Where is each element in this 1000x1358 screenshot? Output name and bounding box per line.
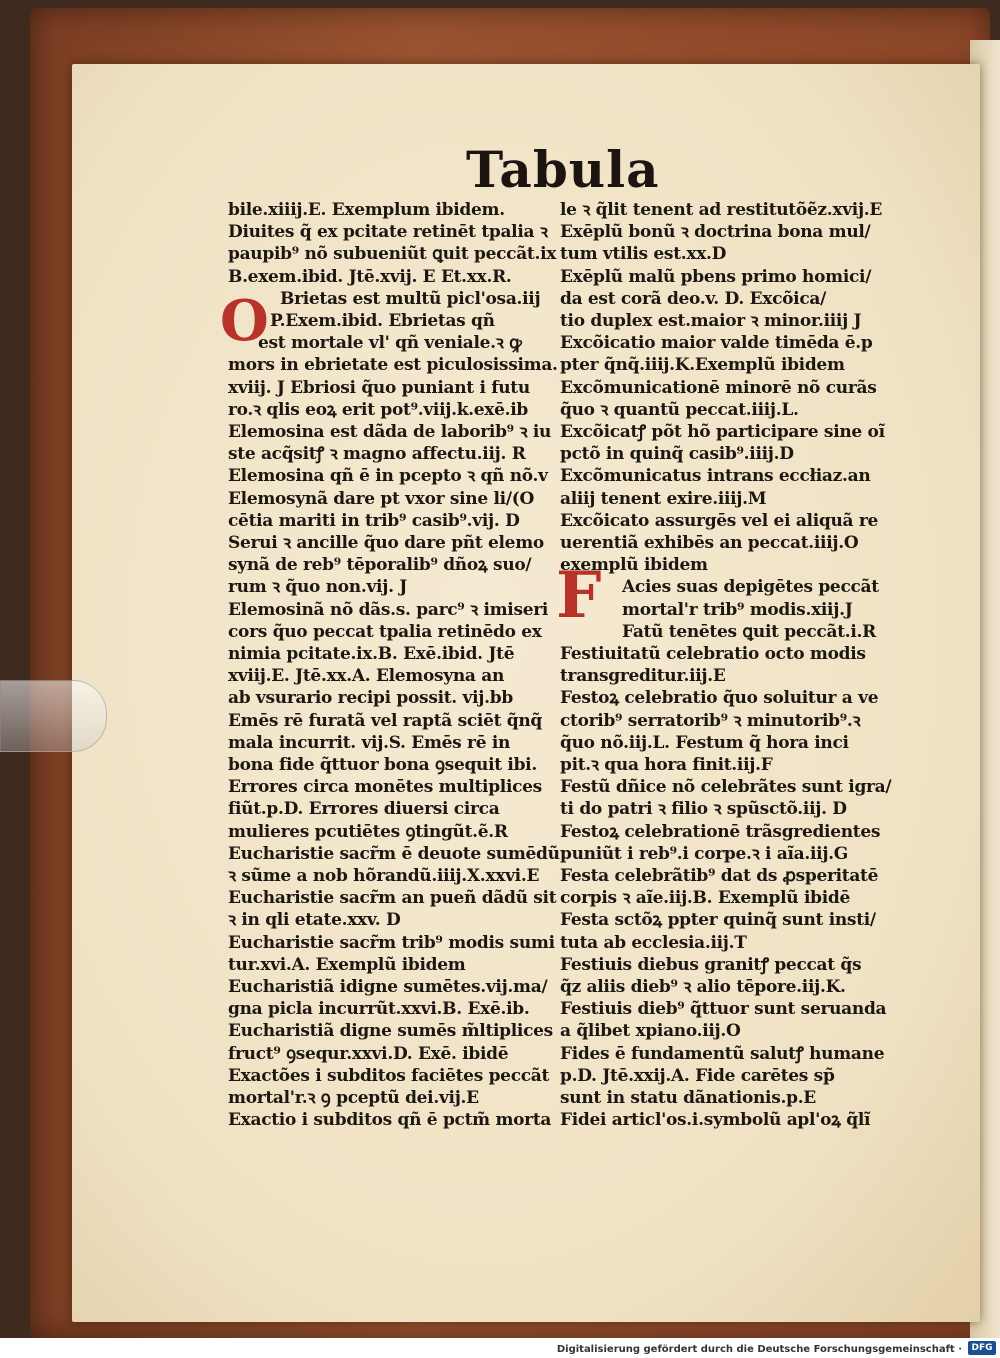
red-initial-right: F [556,558,602,633]
left-column-line: nimia pcitate.ix.B. Exē.ibid. Jtē [228,644,515,664]
right-column-line: q̃z aliis dieb⁹ ꝛ alio tēpore.iij.K. [560,977,846,997]
left-column-line: ro.ꝛ qlis eoꝝ erit pot⁹.viij.k.exē.ib [228,399,529,420]
left-column-line: Exactões i subditos faciētes peccãt [228,1065,550,1086]
right-column-line: sunt in statu dãnationis.p.E [560,1088,816,1108]
right-column-line: mortal'r trib⁹ modis.xiij.J [622,599,853,620]
left-column-line: Elemosina est dãda de laborib⁹ ꝛ iu [228,422,552,442]
left-column-line: mulieres pcutiētes ꝯtingũt.ẽ.R [228,821,508,842]
left-column-line: xviij. J Ebriosi q̃uo puniant i futu [228,377,530,398]
right-column-line: Festoꝝ celebrationē trãsgredientes [560,821,881,842]
left-column-line: Eucharistie sacr̃m ē deuote sumēdũ [228,843,560,864]
right-column-line: pter q̃nq̃.iiij.K.Exemplũ ibidem [560,355,845,376]
left-column-line: mors in ebrietate est piculosissima. [228,355,558,376]
right-column-line: Excõicatꝭ põt hõ participare sine oĩ [560,422,885,442]
right-column-line: Fatũ tenētes ꝗuit peccãt.i.R [622,621,876,642]
right-column-line: Festiuitatũ celebratio octo modis [560,644,866,664]
left-column-line: ste acq̃sitꝭ ꝛ magno affectu.iij. R [228,444,526,465]
left-column-line: Exactio i subditos qñ ē pctm̃ morta [228,1110,552,1131]
right-column-line: Festiuis diebus granitꝭ peccat q̃s [560,954,862,975]
left-column-line: Elemosynã dare pt vxor sine li/(O [228,488,534,509]
right-column-line: pit.ꝛ qua hora finit.iij.F [560,755,773,775]
left-column-line: tur.xvi.A. Exemplũ ibidem [228,954,466,975]
right-column-line: Fides ē fundamentũ salutꝭ humane [560,1043,885,1064]
left-column-line: Brietas est multũ picl'osa.iij [280,288,541,309]
left-column-line: mala incurrit. vij.S. Emēs rē in [228,732,511,753]
right-column-line: Excõmunicationē minorē nõ curãs [560,377,877,398]
left-column-line: ꝛ in qli etate.xxv. D [228,910,401,931]
right-column-line: tio duplex est.maior ꝛ minor.iiij J [560,311,862,331]
right-column-line: ti do patri ꝛ filio ꝛ spũsctõ.iij. D [560,799,847,820]
right-column-line: Festa celebrãtib⁹ dat ds ꝓsperitatē [560,866,879,886]
left-column-line: ab vsurario recipi possit. vij.bb [228,688,513,709]
left-column-line: Emēs rē furatã vel raptã sciēt q̃nq̃ [228,710,542,731]
right-column-line: q̃uo nõ.iij.L. Festum q̃ hora inci [560,732,849,753]
left-column-line: bile.xiiij.E. Exemplum ibidem. [228,200,505,220]
right-column-line: Festiuis dieb⁹ q̃ttuor sunt seruanda [560,999,887,1020]
left-column-line: synã de reb⁹ tēporalib⁹ dñoꝝ suo/ [228,555,532,576]
left-column-line: paupib⁹ nõ subueniũt ꝗuit peccãt.ix [228,244,557,265]
red-initial-left: O [220,288,269,354]
left-column-line: gna picla incurrũt.xxvi.B. Exē.ib. [228,999,530,1020]
left-column-line: Eucharistiã idigne sumētes.vij.ma/ [228,977,548,997]
right-column-line: aliij tenent exire.iiij.M [560,488,767,509]
left-column-line: Diuites q̃ ex pcitate retinēt tpalia ꝛ [228,222,548,243]
right-column-line: Excõmunicatus intrans eccłiaz.an [560,466,871,487]
left-column-line: cētia mariti in trib⁹ casib⁹.vij. D [228,510,520,531]
dfg-logo: DFG [968,1341,996,1355]
page-title: Tabula [466,140,660,199]
right-column-line: a q̃libet xpiano.iij.O [560,1021,741,1042]
right-column-line: Excõicato assurgēs vel ei aliquã re [560,510,879,531]
left-column-line: ꝛ sũme a nob hõrandũ.iiij.X.xxvi.E [228,866,540,886]
right-column-line: puniũt i reb⁹.i corpe.ꝛ i aĩa.iij.G [560,843,849,864]
right-column-line: uerentiã exhibēs an peccat.iiij.O [560,533,859,553]
left-column-line: fiũt.p.D. Errores diuersi circa [228,799,500,820]
left-column-line: cors q̃uo peccat tpalia retinēdo ex [228,621,542,642]
right-column-line: exemplũ ibidem [560,555,708,576]
page-clip [0,680,107,752]
right-column-line: tum vtilis est.xx.D [560,244,727,265]
left-column-line: fruct⁹ ꝯsequr.xxvi.D. Exē. ibidē [228,1043,509,1064]
right-column-line: Exēplũ malũ pbens primo homici/ [560,266,872,287]
digitization-credit: Digitalisierung gefördert durch die Deutsche Forschungsgemeinschaft · [556,1344,962,1355]
right-column-line: Fidei articl'os.i.symbolũ apl'oꝝ q̃lĩ [560,1110,871,1131]
left-column-line: rum ꝛ q̃uo non.vij. J [228,577,408,598]
left-column-line: Serui ꝛ ancille q̃uo dare pñt elemo [228,533,544,553]
right-column-line: da est corã deo.v. D. Excõica/ [560,288,827,309]
left-column-line: Errores circa monētes multiplices [228,777,542,798]
right-column-line: transgreditur.iij.E [560,666,726,687]
left-column-line: B.exem.ibid. Jtē.xvij. E Et.xx.R. [228,266,512,287]
right-column-line: corpis ꝛ aĩe.iij.B. Exemplũ ibidē [560,888,850,909]
right-column-line: pctõ in quinq̃ casib⁹.iiij.D [560,444,794,465]
left-column-line: bona fide q̃ttuor bona ꝯsequit ibi. [228,755,537,775]
right-column-line: tuta ab ecclesia.iij.T [560,932,747,953]
left-column-line: Elemosina qñ ē in pcepto ꝛ qñ nõ.v [228,466,548,487]
left-column-line: mortal'r.ꝛ ꝯ pceptũ dei.vij.E [228,1088,479,1108]
right-column-line: Festa sctõꝝ ppter quinq̃ sunt insti/ [560,910,876,931]
right-column-line: Festũ dñice nõ celebrãtes sunt igra/ [560,777,892,798]
left-column-line: xviij.E. Jtē.xx.A. Elemosyna an [228,666,505,687]
left-column-line: Eucharistie sacr̃m an pueñ dãdũ sit [228,888,557,909]
left-column-line: Eucharistiã digne sumēs m̃ltiplices [228,1021,553,1042]
right-column-line: Festoꝝ celebratio q̃uo soluitur a ve [560,688,879,709]
right-column-line: q̃uo ꝛ quantũ peccat.iiij.L. [560,399,799,420]
left-column-line: Elemosinã nõ dãs.s. parc⁹ ꝛ imiseri [228,599,549,620]
right-column-line: Excõicatio maior valde timēda ē.p [560,333,873,354]
right-column-line: ctorib⁹ serratorib⁹ ꝛ minutorib⁹.ꝛ [560,710,861,731]
right-column-line: Acies suas depigētes peccãt [622,577,879,598]
left-column-line: P.Exem.ibid. Ebrietas qñ [270,311,495,331]
right-column-line: p.D. Jtē.xxij.A. Fide carētes sp̃ [560,1065,835,1086]
right-column-line: Exēplũ bonũ ꝛ doctrina bona mul/ [560,222,871,243]
left-column-line: Eucharistie sacr̃m trib⁹ modis sumi [228,932,555,953]
left-column-line: est mortale vl' qñ veniale.ꝛ ꝙ [258,333,522,354]
right-column-line: le ꝛ q̃lit tenent ad restitutõẽz.xvij.E [560,200,883,220]
